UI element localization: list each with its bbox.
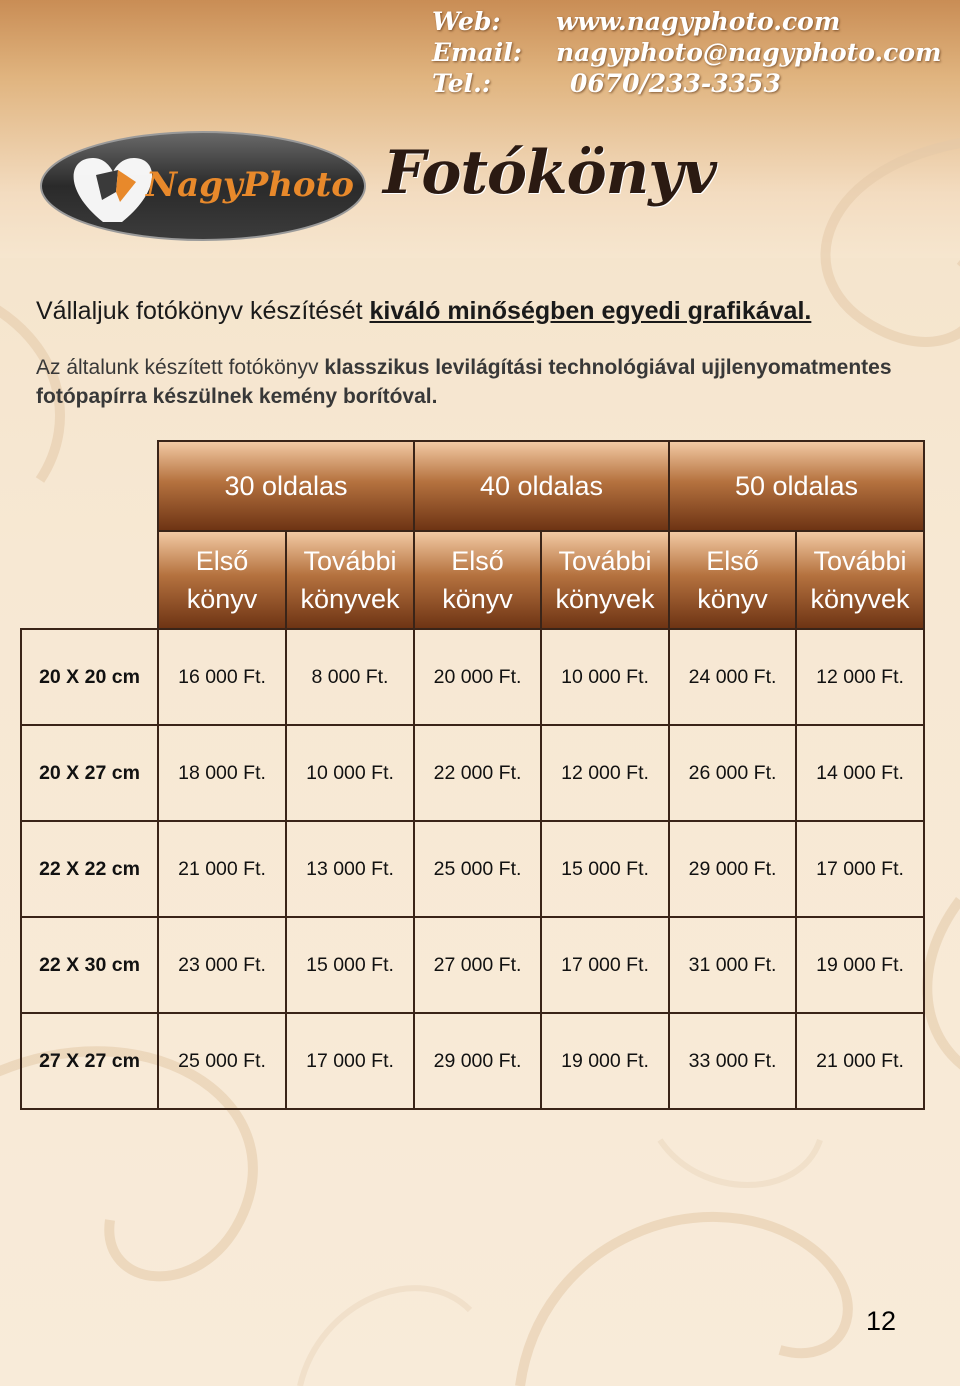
- price-cell: 20 000 Ft.: [414, 629, 541, 725]
- contact-email-value[interactable]: nagyphoto@nagyphoto.com: [556, 38, 942, 67]
- page-title: Fotókönyv: [383, 138, 717, 208]
- table-row: [21, 1013, 924, 1109]
- intro-line-1-emphasis: kiváló minőségben egyedi grafikával.: [369, 297, 812, 325]
- intro-line-1-plain: Vállaljuk fotókönyv készítését: [36, 297, 370, 325]
- group-header-30: 30 oldalas: [158, 441, 414, 531]
- price-cell: 29 000 Ft.: [669, 821, 796, 917]
- price-cell: 16 000 Ft.: [158, 629, 286, 725]
- intro-line-2-plain: Az általunk készített fotókönyv: [36, 356, 325, 379]
- intro-line-2: [36, 353, 936, 411]
- table-row: [21, 725, 924, 821]
- size-cell: 27 X 27 cm: [21, 1013, 158, 1109]
- sub-header-further: További könyvek: [796, 531, 924, 629]
- price-cell: 15 000 Ft.: [541, 821, 669, 917]
- price-cell: 33 000 Ft.: [669, 1013, 796, 1109]
- intro-line-2-bold: klasszikus levilágítási technológiával ujjlenyomatmentes fotópapírra készülnek kemény borítóval.: [36, 356, 892, 408]
- contact-block: [432, 6, 952, 99]
- price-cell: 12 000 Ft.: [796, 629, 924, 725]
- price-cell: 19 000 Ft.: [796, 917, 924, 1013]
- contact-web: [432, 6, 952, 37]
- sub-header-first: Első könyv: [414, 531, 541, 629]
- corner-blank: [21, 531, 158, 629]
- price-cell: 22 000 Ft.: [414, 725, 541, 821]
- intro-line-1: [36, 297, 811, 326]
- page-number: 12: [866, 1306, 897, 1336]
- size-cell: 22 X 22 cm: [21, 821, 158, 917]
- group-header-40: 40 oldalas: [414, 441, 669, 531]
- price-cell: 21 000 Ft.: [796, 1013, 924, 1109]
- price-cell: 31 000 Ft.: [669, 917, 796, 1013]
- price-cell: 8 000 Ft.: [286, 629, 414, 725]
- table-sub-header-row: [21, 531, 924, 629]
- price-cell: 17 000 Ft.: [286, 1013, 414, 1109]
- price-cell: 23 000 Ft.: [158, 917, 286, 1013]
- price-cell: 25 000 Ft.: [158, 1013, 286, 1109]
- nagyphoto-logo: [38, 130, 368, 242]
- sub-header-first: Első könyv: [669, 531, 796, 629]
- table-row: [21, 821, 924, 917]
- price-cell: 10 000 Ft.: [541, 629, 669, 725]
- contact-web-value[interactable]: www.nagyphoto.com: [556, 7, 841, 36]
- price-cell: 26 000 Ft.: [669, 725, 796, 821]
- price-cell: 17 000 Ft.: [796, 821, 924, 917]
- corner-blank: [21, 441, 158, 531]
- price-cell: 10 000 Ft.: [286, 725, 414, 821]
- size-cell: 20 X 27 cm: [21, 725, 158, 821]
- logo-text: NagyPhoto: [146, 165, 354, 205]
- table-row: [21, 629, 924, 725]
- price-cell: 29 000 Ft.: [414, 1013, 541, 1109]
- price-cell: 13 000 Ft.: [286, 821, 414, 917]
- table-row: [21, 917, 924, 1013]
- price-cell: 27 000 Ft.: [414, 917, 541, 1013]
- price-cell: 25 000 Ft.: [414, 821, 541, 917]
- contact-phone-value: 0670/233-3353: [570, 69, 781, 98]
- contact-email: [432, 37, 952, 68]
- contact-email-label: Email:: [432, 38, 522, 67]
- contact-phone-label: Tel.:: [432, 69, 492, 98]
- price-cell: 15 000 Ft.: [286, 917, 414, 1013]
- contact-phone: [432, 68, 952, 99]
- sub-header-first: Első könyv: [158, 531, 286, 629]
- group-header-50: 50 oldalas: [669, 441, 924, 531]
- price-cell: 21 000 Ft.: [158, 821, 286, 917]
- size-cell: 20 X 20 cm: [21, 629, 158, 725]
- price-cell: 14 000 Ft.: [796, 725, 924, 821]
- sub-header-further: További könyvek: [541, 531, 669, 629]
- price-cell: 12 000 Ft.: [541, 725, 669, 821]
- sub-header-further: További könyvek: [286, 531, 414, 629]
- table-group-header-row: [21, 441, 924, 531]
- size-cell: 22 X 30 cm: [21, 917, 158, 1013]
- price-cell: 18 000 Ft.: [158, 725, 286, 821]
- price-cell: 24 000 Ft.: [669, 629, 796, 725]
- price-table: [20, 440, 925, 1110]
- price-cell: 17 000 Ft.: [541, 917, 669, 1013]
- contact-web-label: Web:: [432, 7, 501, 36]
- price-cell: 19 000 Ft.: [541, 1013, 669, 1109]
